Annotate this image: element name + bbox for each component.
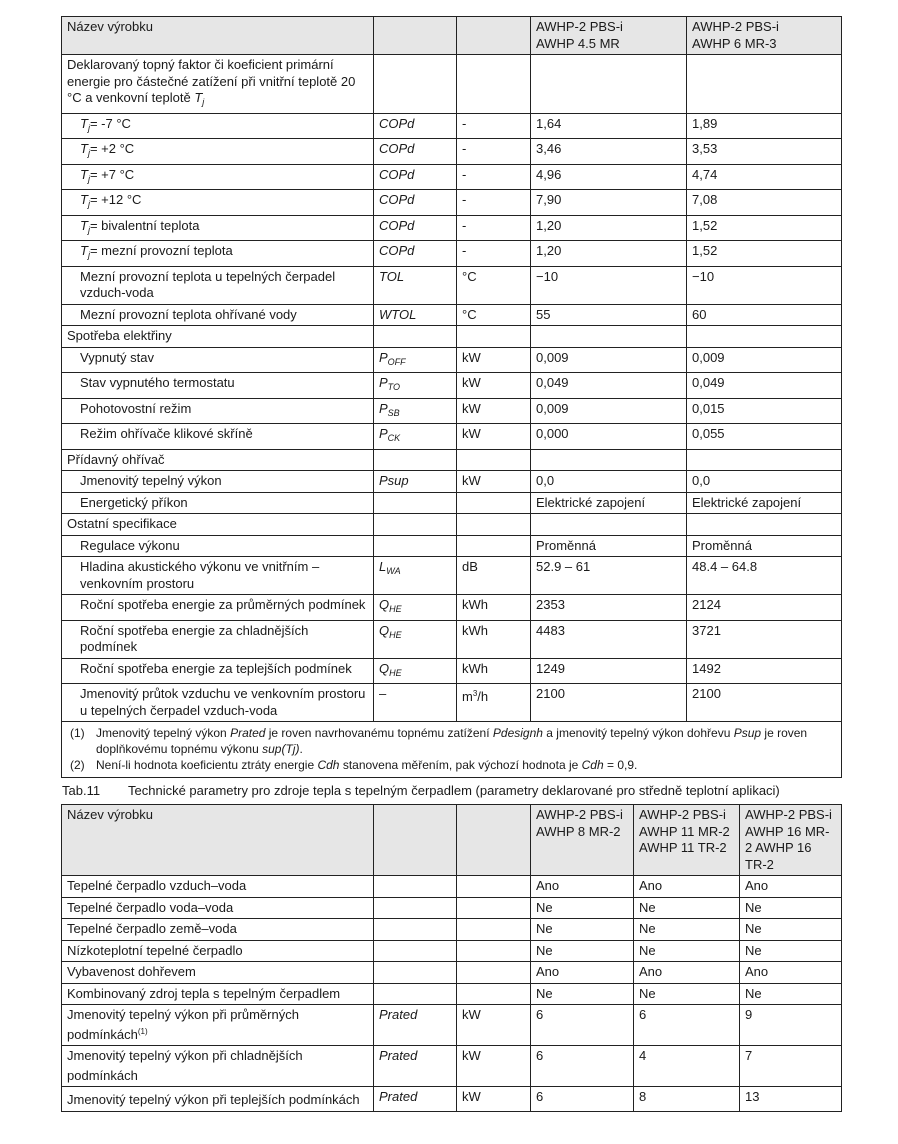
spec-table-2 [61,804,842,1112]
table-row: $T_j= -7$ °C COPd - 1,64 1,89 [62,113,842,139]
footnote-1: (1) Jmenovitý tepelný výkon Prated je roven navrhovanému topnému zatížení Pdesignh a jmenovitý tepelný výkon dohřevu Psup je roven doplňkovému topnému výkonu sup(Tj). [70,726,808,756]
header-model-b: AWHP-2 PBS-i AWHP 6 MR-3 [687,17,842,55]
header-model-b: AWHP-2 PBS-i AWHP 11 MR-2 AWHP 11 TR-2 [634,805,740,876]
header-model-a: AWHP-2 PBS-i AWHP 8 MR-2 [531,805,634,876]
table-row: Vypnutý stav $P_{OFF}$ kW 0,009 0,009 [62,347,842,373]
table-header-row [62,805,842,876]
table-row: $T_j=$ bivalentní teplota COPd - 1,20 1,52 [62,215,842,241]
header-model-a: AWHP-2 PBS-i AWHP 4.5 MR [531,17,687,55]
table-row: Mezní provozní teplota ohřívané vody WTOL °C 55 60 [62,304,842,326]
table-row: Tepelné čerpadlo vzduch–voda Ano Ano Ano [62,876,842,898]
table-row: Tepelné čerpadlo voda–voda Ne Ne Ne [62,897,842,919]
table-row: Jmenovitý tepelný výkon při průměrných podmínkách$^{(1)}$ Prated kW 6 6 9 [62,1005,842,1046]
table-row: Jmenovitý tepelný výkon Psup kW 0,0 0,0 [62,471,842,493]
table-row: $T_j= +12$ °C COPd - 7,90 7,08 [62,190,842,216]
table-row: Vybavenost dohřevem Ano Ano Ano [62,962,842,984]
header-product-name: Název výrobku [62,805,374,876]
table-row: Tepelné čerpadlo země–voda Ne Ne Ne [62,919,842,941]
footnote-2: (2) Není-li hodnota koeficientu ztráty energie Cdh stanovena měřením, pak výchozí hodnota je Cdh = 0,9. [70,758,638,772]
spec-table-1 [61,16,842,778]
header-model-c: AWHP-2 PBS-i AWHP 16 MR-2 AWHP 16 TR-2 [740,805,842,876]
table-row: Pohotovostní režim $P_{SB}$ kW 0,009 0,015 [62,398,842,424]
table-row: Mezní provozní teplota u tepelných čerpadel vzduch-voda TOL °C −10 −10 [62,266,842,304]
table-row: Energetický příkon Elektrické zapojení Elektrické zapojení [62,492,842,514]
footnotes-row [62,722,842,778]
table-row: $T_j=$ mezní provozní teplota COPd - 1,20 1,52 [62,241,842,267]
table-row: Jmenovitý tepelný výkon při chladnějších podmínkách Prated kW 6 4 7 [62,1046,842,1087]
table-row: $T_j= +7$ °C COPd - 4,96 4,74 [62,164,842,190]
table-row: Stav vypnutého termostatu $P_{TO}$ kW 0,049 0,049 [62,373,842,399]
table-row: Režim ohřívače klikové skříně $P_{CK}$ kW 0,000 0,055 [62,424,842,450]
table-row: Jmenovitý průtok vzduchu ve venkovním prostoru u tepelných čerpadel vzduch-voda – $m^3/h$ 2100 2100 [62,684,842,722]
section-row-power: Spotřeba elektřiny [62,326,842,348]
table-row: Roční spotřeba energie za teplejších podmínek $Q_{HE}$ kWh 1249 1492 [62,658,842,684]
table-row: Regulace výkonu Proměnná Proměnná [62,535,842,557]
table-row: Roční spotřeba energie za chladnějších podmínek $Q_{HE}$ kWh 4483 3721 [62,620,842,658]
table-row: Hladina akustického výkonu ve vnitřním – venkovním prostoru $L_{WA}$ dB 52.9 – 61 48.4 – 64.8 [62,557,842,595]
table-row: $T_j= +2$ °C COPd - 3,46 3,53 [62,139,842,165]
table-caption: Tab.11 Technické parametry pro zdroje tepla s tepelným čerpadlem (parametry deklarované pro středně teplotní aplikaci) [62,783,780,798]
table-row: Roční spotřeba energie za průměrných podmínek $Q_{HE}$ kWh 2353 2124 [62,595,842,621]
table-row: Kombinovaný zdroj tepla s tepelným čerpadlem Ne Ne Ne [62,983,842,1005]
table-row: Nízkoteplotní tepelné čerpadlo Ne Ne Ne [62,940,842,962]
table-header-row [62,17,842,55]
header-product-name: Název výrobku [62,17,374,55]
table-row: Jmenovitý tepelný výkon při teplejších podmínkách Prated kW 6 8 13 [62,1087,842,1112]
intro-row [62,55,842,114]
section-row-heater: Přídavný ohřívač [62,449,842,471]
section-row-other: Ostatní specifikace [62,514,842,536]
intro-text: Deklarovaný topný faktor či koeficient primární energie pro částečné zatížení při vnitřní teplotě 20 °C a venkovní teplotě $T_j$ [62,55,374,114]
